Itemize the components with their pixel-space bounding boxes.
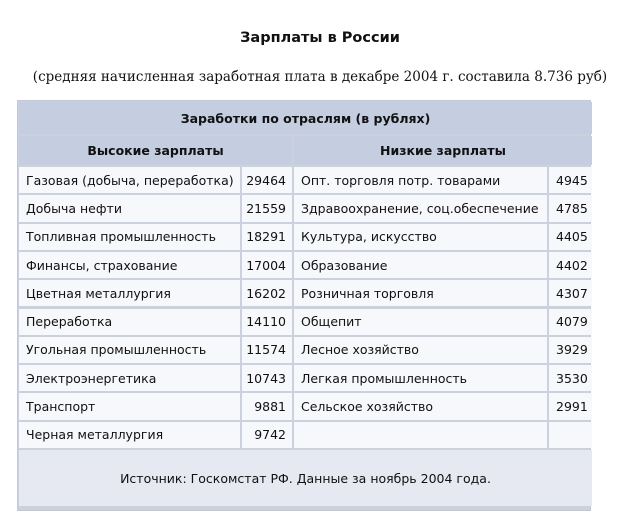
high-industry-salary: 9742 (242, 422, 292, 448)
low-industry-salary: 4307 (549, 280, 592, 306)
page-subtitle: (средняя начисленная заработная плата в декабре 2004 г. составила 8.736 руб) (32, 69, 608, 85)
high-industry-salary: 18291 (242, 224, 292, 250)
low-industry-salary: 4785 (549, 195, 592, 221)
low-salaries-header: Низкие зарплаты (294, 136, 592, 165)
low-industry-salary: 4405 (549, 224, 592, 250)
low-industry-name: Опт. торговля потр. товарами (294, 167, 547, 193)
low-industry-salary: 4945 (549, 167, 592, 193)
high-industry-salary: 9881 (242, 393, 292, 419)
table-caption: Заработки по отраслям (в рублях) (19, 102, 592, 134)
high-industry-salary: 16202 (242, 280, 292, 306)
low-industry-name (294, 422, 547, 448)
high-salaries-header: Высокие зарплаты (19, 136, 292, 165)
low-industry-name: Сельское хозяйство (294, 393, 547, 419)
low-industry-name: Общепит (294, 309, 547, 335)
low-industry-name: Лесное хозяйство (294, 337, 547, 363)
high-industry-name: Угольная промышленность (19, 337, 240, 363)
page-title: Зарплаты в России (240, 30, 400, 46)
low-industry-salary: 4402 (549, 252, 592, 278)
low-industry-salary (549, 422, 592, 448)
high-industry-name: Черная металлургия (19, 422, 240, 448)
high-industry-salary: 29464 (242, 167, 292, 193)
low-industry-salary: 2991 (549, 393, 592, 419)
low-industry-salary: 4079 (549, 309, 592, 335)
high-industry-name: Переработка (19, 309, 240, 335)
high-industry-salary: 17004 (242, 252, 292, 278)
low-industry-salary: 3929 (549, 337, 592, 363)
low-industry-name: Розничная торговля (294, 280, 547, 306)
high-industry-name: Добыча нефти (19, 195, 240, 221)
low-industry-name: Культура, искусство (294, 224, 547, 250)
high-industry-name: Цветная металлургия (19, 280, 240, 306)
low-industry-salary: 3530 (549, 365, 592, 391)
high-industry-salary: 11574 (242, 337, 292, 363)
salary-table (17, 100, 591, 511)
low-industry-name: Образование (294, 252, 547, 278)
high-industry-salary: 14110 (242, 309, 292, 335)
high-industry-salary: 21559 (242, 195, 292, 221)
high-industry-name: Электроэнергетика (19, 365, 240, 391)
high-industry-name: Топливная промышленность (19, 224, 240, 250)
high-industry-name: Транспорт (19, 393, 240, 419)
high-industry-salary: 10743 (242, 365, 292, 391)
low-industry-name: Легкая промышленность (294, 365, 547, 391)
table-source-note: Источник: Госкомстат РФ. Данные за ноябрь 2004 года. (19, 450, 592, 506)
low-industry-name: Здравоохранение, соц.обеспечение (294, 195, 547, 221)
high-industry-name: Финансы, страхование (19, 252, 240, 278)
high-industry-name: Газовая (добыча, переработка) (19, 167, 240, 193)
